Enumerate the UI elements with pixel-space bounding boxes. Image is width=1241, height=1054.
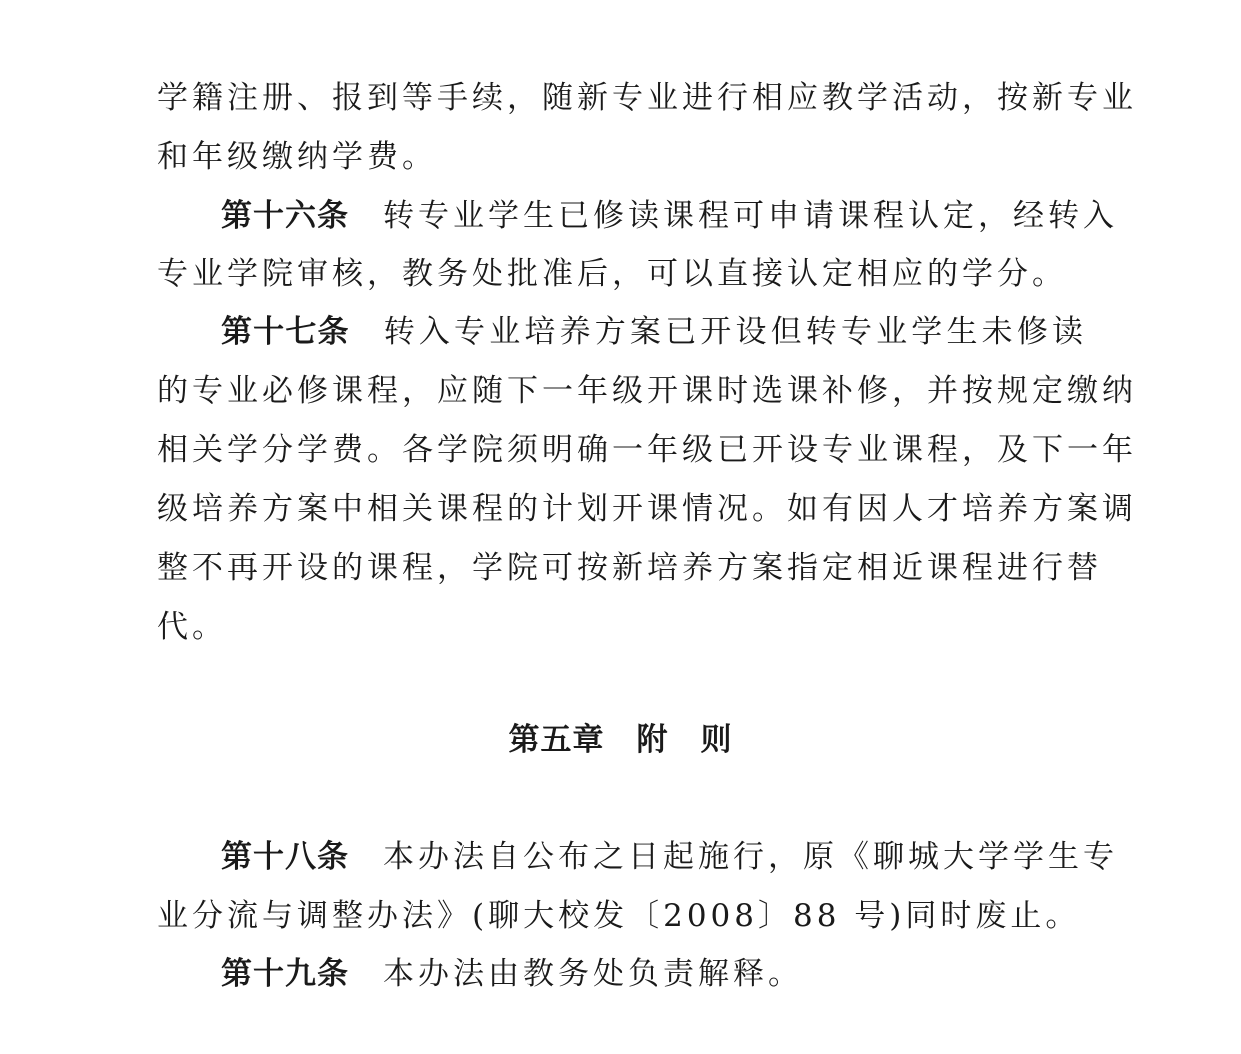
chapter-title-2: 则	[700, 722, 733, 758]
article-18-line	[157, 827, 1118, 887]
body-line: 代。	[157, 609, 227, 645]
body-line: 专业学院审核，教务处批准后，可以直接认定相应的学分。	[157, 256, 1067, 292]
article-17-text: 转入专业培养方案已开设但转专业学生未修读	[383, 314, 1088, 350]
body-line: 整不再开设的课程，学院可按新培养方案指定相近课程进行替	[157, 550, 1102, 586]
chapter-title-1: 附	[636, 722, 669, 758]
article-19-text: 本办法由教务处负责解释。	[383, 956, 803, 992]
body-line: 级培养方案中相关课程的计划开课情况。如有因人才培养方案调	[157, 491, 1137, 527]
article-19-line	[157, 944, 1087, 1004]
article-17-line	[157, 302, 1087, 362]
body-line: 学籍注册、报到等手续，随新专业进行相应教学活动，按新专业	[157, 80, 1137, 116]
article-17-label: 第十七条	[221, 314, 350, 350]
chapter-heading	[0, 710, 1241, 770]
body-line: 的专业必修课程，应随下一年级开课时选课补修，并按规定缴纳	[157, 373, 1137, 409]
body-line: 相关学分学费。各学院须明确一年级已开设专业课程，及下一年	[157, 432, 1137, 468]
body-line: 和年级缴纳学费。	[157, 139, 437, 175]
body-line: 业分流与调整办法》(聊大校发〔2008〕88 号)同时废止。	[157, 898, 1081, 934]
article-16-text: 转专业学生已修读课程可申请课程认定，经转入	[383, 198, 1118, 234]
article-16-line	[157, 186, 1118, 246]
article-18-label: 第十八条	[221, 839, 349, 875]
article-18-text: 本办法自公布之日起施行，原《聊城大学学生专	[383, 839, 1118, 875]
chapter-number: 第五章	[508, 722, 605, 758]
article-19-label: 第十九条	[221, 956, 349, 992]
article-16-label: 第十六条	[221, 198, 349, 234]
